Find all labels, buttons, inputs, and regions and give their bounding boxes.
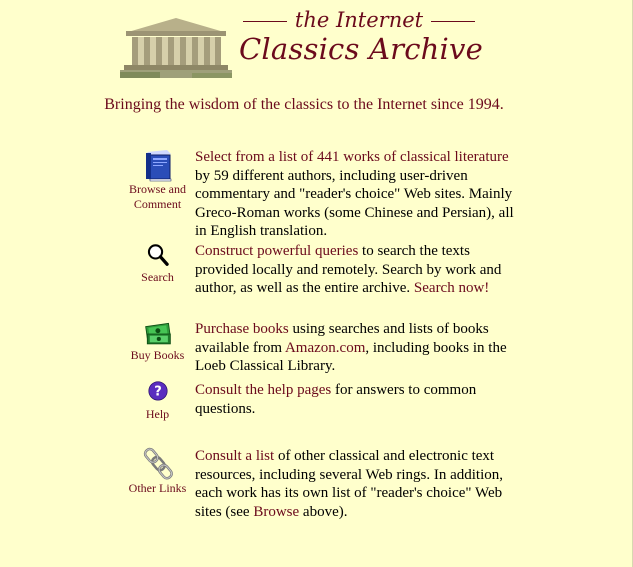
search-icon-cell — [120, 242, 195, 285]
search-label-link[interactable]: Search — [141, 270, 174, 284]
browse-description-text: by 59 different authors, including user-driven commentary and "reader's choice" Web sites. Mainly Greco-Roman works (some Chinese and Persian), all in English translation. — [195, 167, 514, 240]
help-icon-glyph: ? — [153, 384, 162, 400]
other-links-description — [195, 447, 521, 521]
other-links-description-text-1: of other classical and electronic text resources, including several Web rings. In addition, each work has its own list of "reader's choice" Web sites (see — [195, 448, 504, 520]
buy-icon-cell — [120, 320, 195, 363]
help-description — [195, 381, 521, 418]
browse-label-line1: Browse and — [129, 182, 186, 196]
magnifier-icon[interactable] — [141, 242, 175, 270]
feature-row-other-links — [120, 447, 530, 527]
feature-row-help — [120, 381, 530, 441]
browse-works-link[interactable]: Select from a list of 441 works of classical literature — [195, 149, 509, 165]
browse-description — [195, 148, 521, 241]
browse-inline-link[interactable]: Browse — [253, 503, 300, 520]
other-links-icon-cell — [120, 447, 195, 496]
browse-label-link[interactable] — [120, 182, 195, 212]
feature-row-browse — [120, 148, 530, 242]
help-description-text: for answers to common questions. — [195, 382, 477, 417]
money-icon[interactable] — [141, 320, 175, 348]
search-description — [195, 242, 521, 298]
purchase-books-link[interactable]: Purchase books — [195, 321, 289, 337]
book-icon[interactable] — [141, 148, 175, 182]
banner-title: Classics Archive — [239, 32, 483, 66]
other-links-description-text-2: above). — [299, 503, 348, 520]
other-links-label-link[interactable]: Other Links — [128, 481, 187, 495]
help-icon[interactable] — [141, 381, 175, 407]
browse-label-line2: Comment — [133, 197, 182, 211]
browse-icon-cell — [120, 148, 195, 212]
buy-books-label-link[interactable]: Buy Books — [130, 348, 185, 362]
parthenon-logo-icon — [120, 12, 232, 78]
chain-links-icon[interactable] — [141, 447, 175, 481]
amazon-link[interactable]: Amazon.com — [284, 339, 366, 356]
search-description-text: to search the texts provided locally and remotely. Search by work and author, as well as the entire archive. — [195, 243, 502, 297]
feature-row-search — [120, 242, 530, 320]
banner-right-rule — [431, 21, 475, 22]
banner-left-rule — [243, 21, 287, 22]
feature-row-buy — [120, 320, 530, 381]
buy-description-text-1: using searches and lists of books available from — [195, 321, 489, 356]
feature-list — [120, 148, 530, 527]
banner-small-title: the Internet — [294, 8, 424, 32]
construct-queries-link[interactable]: Construct powerful queries — [195, 243, 359, 259]
site-banner — [120, 10, 492, 78]
consult-list-link[interactable]: Consult a list — [195, 448, 275, 464]
tagline: Bringing the wisdom of the classics to the Internet since 1994. — [104, 96, 504, 113]
buy-description — [195, 320, 521, 376]
help-icon-cell — [120, 381, 195, 422]
buy-description-text-2: , including books in the Loeb Classical Library. — [195, 339, 507, 375]
banner-subtitle — [228, 8, 490, 32]
help-pages-link[interactable]: Consult the help pages — [195, 382, 332, 398]
help-label-link[interactable]: Help — [145, 407, 170, 421]
search-now-link[interactable]: Search now! — [413, 280, 490, 297]
